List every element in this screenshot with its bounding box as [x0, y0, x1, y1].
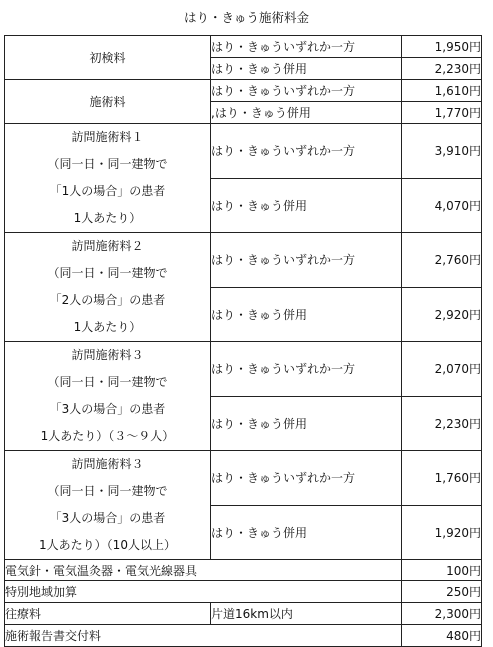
extra-name-cell: 往療料: [5, 603, 211, 625]
price-cell: 1,920円: [402, 505, 482, 560]
extra-name-cell: 特別地域加算: [5, 581, 402, 603]
method-cell: はり・きゅういずれか一方: [211, 124, 402, 179]
price-cell: 2,230円: [402, 58, 482, 80]
page-title: はり・きゅう施術料金: [183, 10, 309, 25]
table-row: [5, 80, 482, 102]
method-cell: はり・きゅう併用: [211, 178, 402, 233]
price-cell: 3,910円: [402, 124, 482, 179]
method-cell: はり・きゅういずれか一方: [211, 36, 402, 58]
table-row: [5, 625, 482, 647]
category-line: （同一日・同一建物で: [47, 266, 168, 280]
table-row: [5, 233, 482, 288]
extra-name-cell: 電気針・電気温灸器・電気光線器具: [5, 560, 402, 581]
table-row: [5, 36, 482, 58]
price-cell: 2,920円: [402, 287, 482, 342]
category-visit-3a: [5, 342, 211, 451]
category-line: （同一日・同一建物で: [47, 375, 168, 389]
method-cell: はり・きゅういずれか一方: [211, 233, 402, 288]
method-cell: はり・きゅういずれか一方: [211, 451, 402, 506]
category-line: 「1人の場合」の患者: [49, 184, 166, 198]
category-line: 「3人の場合」の患者: [49, 402, 166, 416]
method-cell: はり・きゅう併用: [211, 505, 402, 560]
price-cell: 480円: [402, 625, 482, 647]
price-cell: 1,760円: [402, 451, 482, 506]
category-visit-1: [5, 124, 211, 233]
category-visit-3b: [5, 451, 211, 560]
category-initial-exam: 初検料: [5, 36, 211, 80]
price-cell: 100円: [402, 560, 482, 581]
category-visit-2: [5, 233, 211, 342]
price-cell: 1,950円: [402, 36, 482, 58]
category-line: 訪問施術料３: [71, 457, 144, 471]
price-cell: 2,230円: [402, 396, 482, 451]
table-row: [5, 603, 482, 625]
category-line: 1人あたり）（３～９人）: [40, 429, 175, 443]
fee-table: [4, 35, 482, 647]
method-cell: はり・きゅう併用: [211, 396, 402, 451]
category-treatment: 施術料: [5, 80, 211, 124]
extra-detail-cell: 片道16km以内: [211, 603, 402, 625]
category-line: 「3人の場合」の患者: [49, 511, 166, 525]
method-cell: はり・きゅう併用: [211, 58, 402, 80]
table-row: [5, 581, 482, 603]
method-cell: ,はり・きゅう併用: [211, 102, 402, 124]
price-cell: 2,760円: [402, 233, 482, 288]
price-cell: 1,770円: [402, 102, 482, 124]
table-row: [5, 560, 482, 581]
category-line: 1人あたり）（10人以上）: [39, 538, 176, 552]
extra-name-cell: 施術報告書交付料: [5, 625, 402, 647]
category-line: 訪問施術料３: [71, 348, 144, 362]
price-cell: 2,300円: [402, 603, 482, 625]
price-cell: 2,070円: [402, 342, 482, 397]
category-line: 「2人の場合」の患者: [49, 293, 166, 307]
table-row: [5, 451, 482, 506]
category-line: （同一日・同一建物で: [47, 157, 168, 171]
category-line: 訪問施術料２: [71, 239, 144, 253]
table-row: [5, 124, 482, 179]
price-cell: 1,610円: [402, 80, 482, 102]
method-cell: はり・きゅういずれか一方: [211, 80, 402, 102]
category-line: 1人あたり）: [73, 320, 142, 334]
category-line: （同一日・同一建物で: [47, 484, 168, 498]
category-line: 1人あたり）: [73, 211, 142, 225]
category-line: 訪問施術料１: [71, 130, 144, 144]
price-cell: 250円: [402, 581, 482, 603]
method-cell: はり・きゅういずれか一方: [211, 342, 402, 397]
method-cell: はり・きゅう併用: [211, 287, 402, 342]
price-cell: 4,070円: [402, 178, 482, 233]
table-row: [5, 342, 482, 397]
